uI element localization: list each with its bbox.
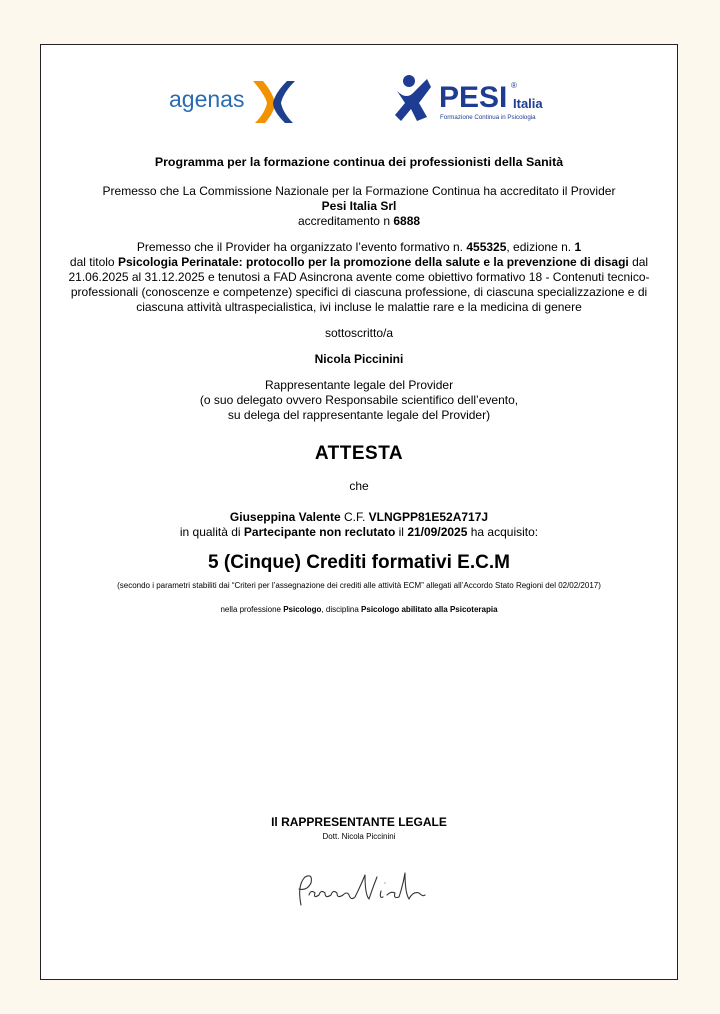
che-label: che	[349, 479, 369, 493]
credits-heading: 5 (Cinque) Crediti formativi E.C.M	[208, 552, 510, 573]
credits-note: (secondo i parametri stabiliti dai “Criteri per l’assegnazione dei crediti alle attività ECM” allegati all’Accordo Stato Regioni del 02/02/2017)	[117, 581, 601, 590]
attesta-heading: ATTESTA	[314, 443, 404, 464]
logo-row	[41, 73, 677, 133]
participant-name: Giuseppina Valente	[229, 510, 341, 524]
pesi-tagline: Formazione Continua in Psicologia	[440, 114, 536, 121]
premise-accreditation: Premesso che La Commissione Nazionale per la Formazione Continua ha accreditato il Provider Pesi Italia Srl accreditamento n 6888	[102, 184, 616, 228]
pesi-italia-text: Italia	[513, 96, 543, 111]
participant-role: Partecipante non reclutato	[243, 525, 396, 539]
certificate-body	[49, 155, 669, 616]
participant-info: Giuseppina Valente C.F. VLNGPP81E52A717J in qualità di Partecipante non reclutato il 21/09/2025 ha acquisito:	[179, 510, 539, 539]
profession-line: nella professione Psicologo, disciplina Psicologo abilitato alla Psicoterapia	[220, 605, 498, 614]
premise-event: Premesso che il Provider ha organizzato l’evento formativo n. 455325, edizione n. 1 dal titolo Psicologia Perinatale: protocollo per la promozione della salute e la prevenzione di disagi dal 21.06.2025 al 31.12.2025 e tenutosi a FAD Asincrona avente come obiettivo formativo 18 - Contenuti tecnico-professionali (conoscenze e competenze) specifici di ciascuna professione, di ciascuna specializzazione e di ciascuna attività ultraspecialistica, ivi incluse le malattie rare e la medicina di genere	[68, 240, 650, 314]
signer-role: Rappresentante legale del Provider (o suo delegato ovvero Responsabile scientifico dell’evento, su delega del rappresentante legale del Provider)	[199, 378, 519, 422]
pesi-italia-logo	[393, 73, 583, 129]
event-number: 455325	[466, 240, 507, 254]
agenas-logo-text: agenas	[169, 86, 245, 112]
program-title: Programma per la formazione continua dei professionisti della Sanità	[154, 155, 564, 169]
signer-name: Nicola Piccinini	[314, 352, 404, 366]
legal-representative-block	[41, 815, 677, 844]
pesi-logo-text: PESI	[439, 81, 508, 114]
participant-cf: VLNGPP81E52A717J	[368, 510, 489, 524]
completion-date: 21/09/2025	[407, 525, 468, 539]
provider-name: Pesi Italia Srl	[321, 199, 397, 213]
profession-value: Psicologo	[283, 605, 322, 614]
sottoscritto-label: sottoscritto/a	[324, 326, 394, 340]
discipline-value: Psicologo abilitato alla Psicoterapia	[361, 605, 498, 614]
legal-rep-title: Il RAPPRESENTANTE LEGALE	[271, 815, 447, 829]
course-title: Psicologia Perinatale: protocollo per la promozione della salute e la prevenzione di disagi	[117, 255, 629, 269]
accreditation-number: 6888	[393, 214, 421, 228]
svg-text:®: ®	[511, 81, 517, 90]
signature-image	[291, 865, 431, 915]
edition-number: 1	[574, 240, 582, 254]
agenas-logo	[169, 73, 309, 125]
legal-rep-name: Dott. Nicola Piccinini	[322, 832, 396, 841]
certificate-page	[40, 44, 678, 980]
